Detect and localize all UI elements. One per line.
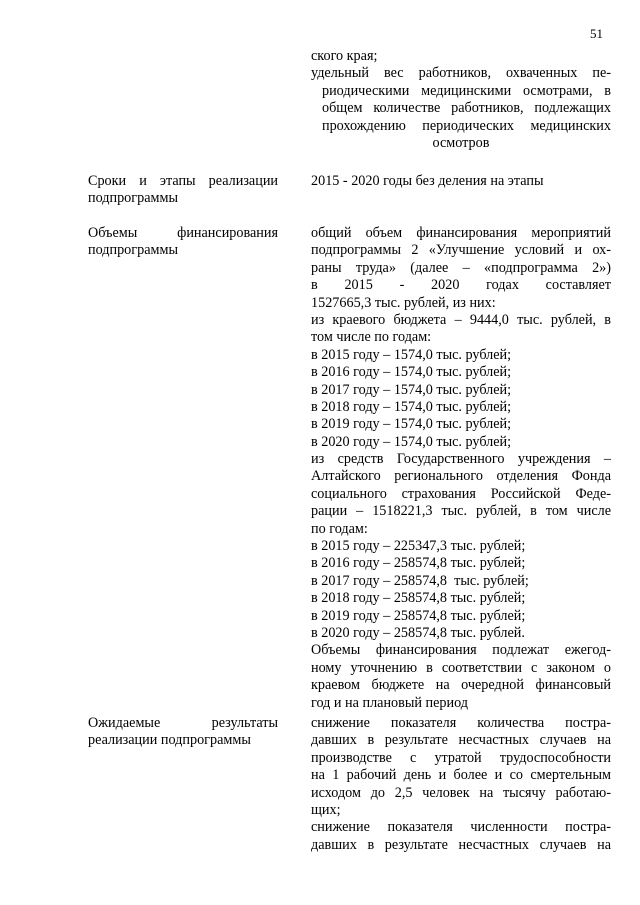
text-line: краевом бюджете на очередной финансовый [311,677,611,694]
text-line: общий объем финансирования мероприятий [311,225,611,241]
text-line: по годам: [311,520,368,537]
label-line: реализации подпрограммы [88,732,251,749]
text-line: в 2020 году – 258574,8 тыс. рублей. [311,624,525,641]
text-line: в 2017 году – 1574,0 тыс. рублей; [311,381,512,398]
label-line: подпрограммы [88,242,178,259]
text-line: 1527665,3 тыс. рублей, из них: [311,294,496,311]
text-line: в 2015 году – 225347,3 тыс. рублей; [311,538,526,555]
text-line: том числе по годам: [311,329,432,346]
text-line: из краевого бюджета – 9444,0 тыс. рублей, в [311,311,611,328]
terms-label [88,173,278,208]
page-number: 51 [590,26,603,41]
text-line: риодическими медицинскими осмотрами, в [322,82,611,99]
text-line: 2015 - 2020 годы без деления на этапы [311,173,544,189]
text-line: щих; [311,801,341,818]
text-line: давших в результате несчастных случаев на [311,732,611,749]
financing-value [311,225,611,712]
financing-label [88,225,278,260]
text-line: общем количестве работников, подлежащих [322,100,611,117]
text-line: из средств Государственного учреждения – [311,451,611,468]
text-line: Объемы финансирования подлежат ежегод- [311,642,611,659]
results-label [88,715,278,750]
text-line: Алтайского регионального отделения Фонда [311,468,611,485]
text-line: в 2020 году – 1574,0 тыс. рублей; [311,433,512,450]
text-line: прохождению периодических медицинских [322,117,611,134]
terms-value [311,173,611,190]
text-line: в 2015 - 2020 годах составляет [311,277,611,294]
text-line: в 2018 году – 1574,0 тыс. рублей; [311,398,512,415]
text-line: исходом до 2,5 человек на тысячу работаю- [311,784,611,801]
text-line: социального страхования Российской Феде- [311,485,611,502]
label-line: подпрограммы [88,190,178,207]
text-line: снижение показателя количества постра- [311,715,611,731]
text-line: подпрограммы 2 «Улучшение условий и ох- [311,242,611,259]
text-line: в 2019 году – 1574,0 тыс. рублей; [311,416,512,433]
text-line: в 2016 году – 258574,8 тыс. рублей; [311,555,526,572]
text-line: удельный вес работников, охваченных пе- [311,65,611,82]
text-line: в 2015 году – 1574,0 тыс. рублей; [311,346,512,363]
text-line: в 2019 году – 258574,8 тыс. рублей; [311,607,526,624]
text-line: рации – 1518221,3 тыс. рублей, в том числе [311,503,611,520]
results-value [311,715,611,854]
text-line: в 2017 году – 258574,8 тыс. рублей; [311,572,529,589]
label-line: Объемы финансирования [88,225,278,241]
text-line: ского края; [311,48,378,64]
text-line: на 1 рабочий день и более и со смертельным [311,767,611,784]
text-line: в 2016 году – 1574,0 тыс. рублей; [311,364,512,381]
text-line: год и на плановый период [311,694,468,711]
text-line: осмотров [432,134,490,151]
label-line: Ожидаемые результаты [88,715,278,731]
text-line: снижение показателя численности постра- [311,819,611,836]
label-line: Сроки и этапы реализации [88,173,278,189]
text-line: производстве с утратой трудоспособности [311,749,611,766]
text-line: давших в результате несчастных случаев на [311,836,611,853]
continuation-text [311,48,611,152]
text-line: ному уточнению в соответствии с законом о [311,659,611,676]
text-line: раны труда» (далее – «подпрограмма 2») [311,259,611,276]
text-line: в 2018 году – 258574,8 тыс. рублей; [311,590,526,607]
